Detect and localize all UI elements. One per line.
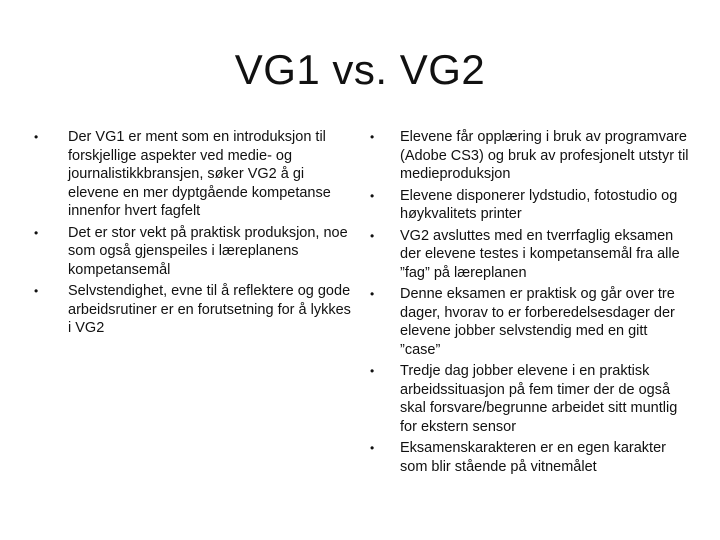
bullet-icon: •: [370, 364, 375, 378]
right-column: [370, 128, 690, 479]
list-item-text: Der VG1 er ment som en introduksjon til forskjellige aspekter ved medie- og journalistikkbransjen, søker VG2 å gi elevene en mer dyptgående kompetanse innenfor hvert fagfelt: [68, 129, 331, 219]
bullet-icon: •: [370, 287, 375, 301]
bullet-icon: •: [370, 130, 375, 144]
left-bullet-list: [34, 128, 354, 338]
list-item: [34, 282, 354, 338]
bullet-icon: •: [370, 228, 375, 243]
slide-title: VG1 vs. VG2: [234, 46, 486, 93]
list-item-text: VG2 avsluttes med en tverrfaglig eksamen der elevene testes i kompetansemål fra alle ”fag” på læreplanen: [400, 227, 680, 281]
list-item: [34, 128, 354, 221]
list-item-text: Elevene disponerer lydstudio, fotostudio og høykvalitets printer: [400, 187, 678, 222]
left-column: [34, 128, 354, 341]
bullet-icon: •: [34, 130, 39, 144]
bullet-icon: •: [34, 284, 39, 298]
bullet-icon: •: [34, 225, 39, 240]
bullet-icon: •: [370, 188, 375, 203]
bullet-icon: •: [370, 441, 375, 455]
list-item: [370, 362, 690, 436]
list-item-text: Tredje dag jobber elevene i en praktisk arbeidssituasjon på fem timer der de også skal forsvare/begrunne arbeidet sitt muntlig for ekstern sensor: [400, 363, 678, 435]
list-item-text: Denne eksamen er praktisk og går over tre dager, hvorav to er forberedelsesdager der elevene jobber selvstendig med en gitt ”case”: [400, 286, 675, 358]
list-item: [370, 285, 690, 359]
list-item-text: Elevene får opplæring i bruk av programvare (Adobe CS3) og bruk av profesjonelt utstyr til medieproduksjon: [400, 129, 689, 182]
list-item-text: Eksamenskarakteren er en egen karakter som blir stående på vitnemålet: [400, 440, 666, 475]
list-item: [370, 128, 690, 184]
list-item-text: Det er stor vekt på praktisk produksjon, noe som også gjenspeiles i læreplanens kompetansemål: [68, 224, 348, 278]
right-bullet-list: [370, 128, 690, 476]
list-item: [34, 224, 354, 280]
list-item: [370, 439, 690, 476]
list-item-text: Selvstendighet, evne til å reflektere og gode arbeidsrutiner er en forutsetning for å lykkes i VG2: [68, 283, 351, 336]
list-item: [370, 187, 690, 224]
list-item: [370, 227, 690, 283]
